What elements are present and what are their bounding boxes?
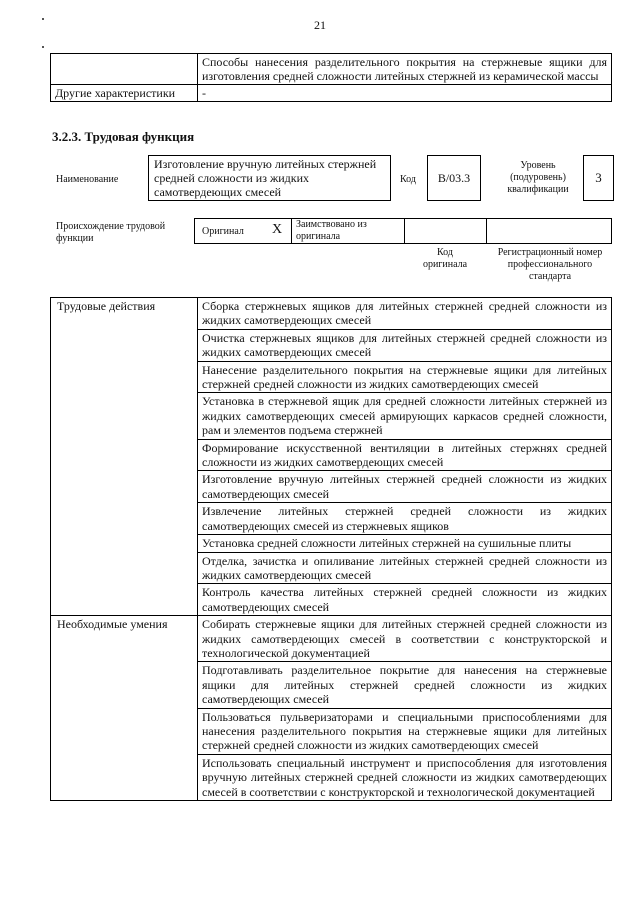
code-label: Код: [400, 174, 416, 185]
function-name-box: Изготовление вручную литейных стержней средней сложности из жидких самотвердеющих смесей: [148, 155, 391, 201]
labor-actions-item: Сборка стержневых ящиков для литейных стержней средней сложности из жидких самотвердеющих смесей: [198, 298, 612, 330]
labor-actions-item: Формирование искусственной вентиляции в литейных стержнях средней сложности из жидких самотвердеющих смесей: [198, 439, 612, 471]
labor-actions-item: Отделка, зачистка и опиливание литейных стержней средней сложности из жидких самотвердеющих смесей: [198, 552, 612, 584]
original-label: Оригинал: [202, 226, 244, 237]
other-characteristics-value: -: [198, 85, 612, 102]
table-row: [51, 298, 612, 330]
labor-actions-item: Контроль качества литейных стержней средней сложности из жидких самотвердеющих смесей: [198, 584, 612, 616]
code-original-caption: Код оригинала: [422, 247, 468, 270]
labor-actions-label: Трудовые действия: [51, 298, 198, 616]
empty-cell: [51, 54, 198, 85]
required-skills-item: Использовать специальный инструмент и приспособления для изготовления вручную литейных стержней средней сложности из жидких самотвердеющих смесей в соответствии с конструкторской и технологической документацией: [198, 754, 612, 800]
origin-divider: [404, 218, 405, 244]
level-label: Уровень (подуровень) квалификации: [507, 160, 569, 195]
labor-actions-item: Очистка стержневых ящиков для литейных стержней средней сложности из жидких самотвердеющих смесей: [198, 329, 612, 361]
coating-methods-cell: Способы нанесения разделительного покрытия на стержневые ящики для изготовления средней сложности литейных стержней из керамической массы: [198, 54, 612, 85]
labor-actions-item: Извлечение литейных стержней средней сложности из жидких самотвердеющих смесей из стержневых ящиков: [198, 503, 612, 535]
labor-actions-item: Установка средней сложности литейных стержней на сушильные плиты: [198, 535, 612, 552]
labor-actions-item: Изготовление вручную литейных стержней средней сложности из жидких самотвердеющих смесей: [198, 471, 612, 503]
name-label: Наименование: [56, 174, 119, 185]
section-title: 3.2.3. Трудовая функция: [52, 129, 195, 144]
borrowed-label: Заимствовано из оригинала: [296, 219, 367, 242]
scan-mark: [42, 46, 44, 48]
required-skills-item: Пользоваться пульверизаторами и специальными приспособлениями для нанесения разделительного покрытия на стержневые ящики для литейных стержней средней сложности из жидких самотвердеющих смесей: [198, 708, 612, 754]
required-skills-item: Собирать стержневые ящики для литейных стержней средней сложности из жидких самотвердеющих смесей в соответствии с конструкторской и технологической документацией: [198, 616, 612, 662]
function-details-table: [50, 297, 612, 801]
page-number: 21: [314, 18, 326, 32]
table-row: [51, 616, 612, 662]
table-row: [51, 85, 612, 102]
origin-divider: [291, 218, 292, 244]
top-characteristics-table: [50, 53, 612, 102]
origin-divider: [486, 218, 487, 244]
table-row: [51, 54, 612, 85]
reg-number-caption: Регистрационный номер профессионального стандарта: [497, 247, 603, 282]
original-mark: X: [272, 222, 283, 237]
function-code-box: B/03.3: [427, 155, 481, 201]
labor-actions-item: Установка в стержневой ящик для средней сложности литейных стержней из жидких самотвердеющих смесей армирующих каркасов средней сложности, рам и элементов подъема стержней: [198, 393, 612, 439]
origin-box: [194, 218, 612, 244]
level-value-box: 3: [583, 155, 614, 201]
origin-label: Происхождение трудовой функции: [56, 221, 166, 244]
other-characteristics-label: Другие характеристики: [51, 85, 198, 102]
required-skills-label: Необходимые умения: [51, 616, 198, 801]
required-skills-item: Подготавливать разделительное покрытие для нанесения на стержневые ящики для литейных стержней средней сложности из жидких самотвердеющих смесей: [198, 662, 612, 708]
labor-actions-item: Нанесение разделительного покрытия на стержневые ящики для литейных стержней средней сложности из жидких самотвердеющих смесей: [198, 361, 612, 393]
